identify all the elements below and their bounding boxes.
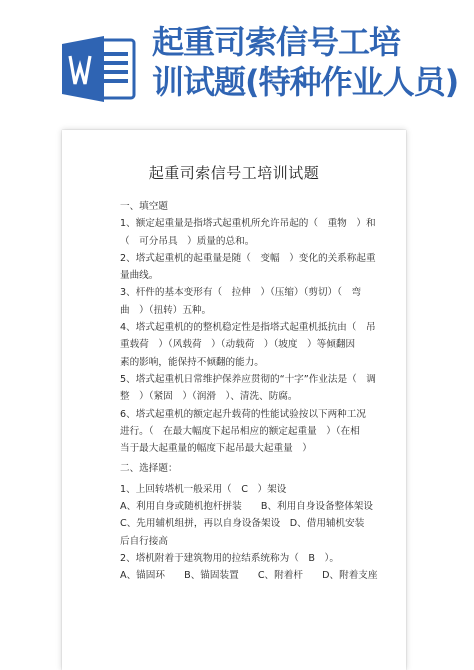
text-line: 素的影响，能保持不倾翻的能力。: [120, 356, 264, 368]
text-line: 2、塔机附着于建筑物用的拉结系统称为（ B ）。: [120, 552, 339, 564]
document-page: [62, 130, 406, 670]
text-line: 4、塔式起重机的的整机稳定性是指塔式起重机抵抗由（ 吊: [120, 322, 376, 334]
section-heading-fill: 一、填空题: [120, 201, 168, 212]
text-line: 1、上回转塔机一般采用（ C ）架设: [120, 483, 287, 495]
text-line: 重载荷 ）（风载荷 ）（动载荷 ）（坡度 ）等倾翻因: [120, 339, 356, 351]
header-title-line-2: 训试题(特种作业人员): [152, 63, 459, 101]
text-line: （ 可分吊具 ）质量的总和。: [120, 235, 255, 247]
header-title-line-1: 起重司索信号工培: [152, 23, 401, 61]
text-line: A、利用自身或随机抱杆拼装 B、利用自身设备整体架设: [120, 501, 373, 513]
text-line: 5、塔式起重机日常维护保养应贯彻的“十字”作业法是（ 调: [120, 373, 376, 385]
text-line: 曲 ）（扭转）五种。: [120, 304, 212, 316]
word-icon: [60, 34, 138, 104]
text-line: 当于最大起重量的幅度下起吊最大起重量 ）: [120, 443, 312, 455]
text-line: A、锚固环 B、锚固装置 C、附着杆 D、附着支座: [120, 570, 378, 582]
text-line: 整 ）（紧固 ）（润滑 ）、清洗、防腐。: [120, 391, 298, 403]
text-line: 6、塔式起重机的额定起升载荷的性能试验按以下两种工况: [120, 408, 366, 420]
text-line: 后自行接高: [120, 535, 168, 547]
text-line: C、先用辅机组拼，再以自身设备架设 D、借用辅机安装: [120, 518, 365, 530]
page-header: [0, 0, 474, 118]
document-body: [120, 198, 382, 585]
text-line: 1、额定起重量是指塔式起重机所允许吊起的（ 重物 ）和: [120, 218, 376, 230]
text-line: 2、塔式起重机的起重量是随（ 变幅 ）变化的关系称起重: [120, 252, 376, 264]
text-line: 进行。（ 在最大幅度下起吊相应的额定起重量 ）（在相: [120, 425, 360, 437]
document-title: 起重司索信号工培训试题: [148, 164, 320, 182]
text-line: 3、杆件的基本变形有（ 拉伸 ）（压缩）（剪切）（ 弯: [120, 287, 362, 299]
text-line: 量曲线。: [120, 270, 159, 282]
section-heading-choice: 二、选择题：: [120, 463, 178, 475]
